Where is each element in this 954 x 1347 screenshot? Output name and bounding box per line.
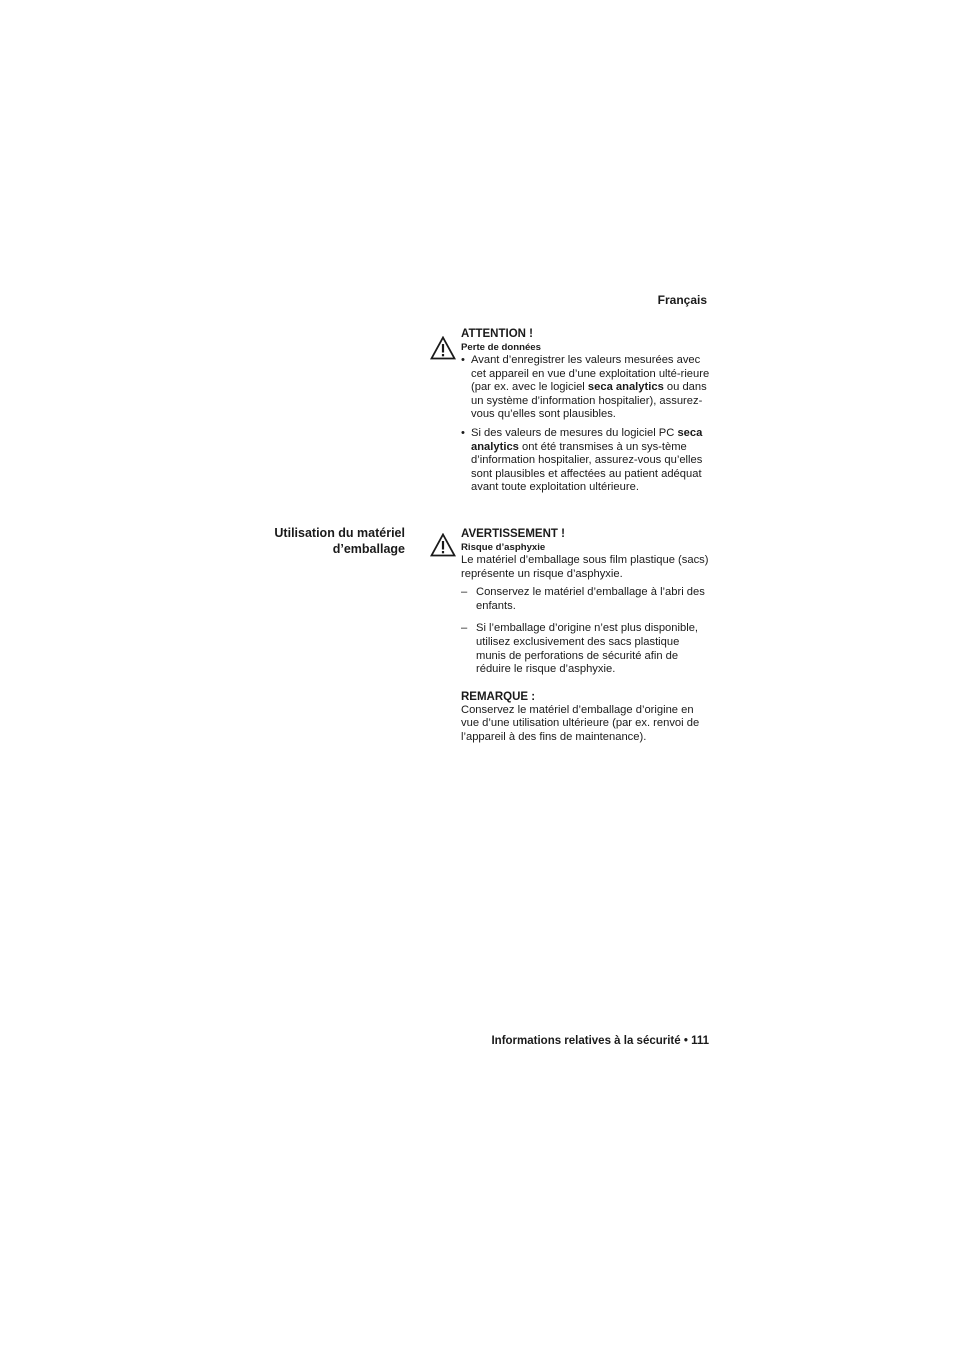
page-footer: Informations relatives à la sécurité • 111 (491, 1035, 709, 1047)
dash-item: – Conservez le matériel d’emballage à l’abri des enfants. (461, 586, 711, 613)
language-label: Français (657, 293, 707, 307)
bullet-item: • Avant d’enregistrer les valeurs mesurées avec cet appareil en vue d’une exploitation ulté-rieure (par ex. avec le logiciel seca analytics ou dans un système d’information hospitalier), assurez-vous qu’elles sont plausibles. (461, 354, 711, 422)
warning-triangle-icon (430, 336, 456, 360)
note-title: REMARQUE : (461, 690, 536, 703)
note-text: Conservez le matériel d’emballage d’origine en vue d’une utilisation ultérieure (par ex. renvoi de l’appareil à des fins de maintenance). (461, 703, 700, 743)
dash-item: – Si l’emballage d’origine n’est plus disponible, utilisez exclusivement des sacs plastique munis de perforations de sécurité afin de réduire le risque d’asphyxie. (461, 622, 711, 676)
bullet-item: • Si des valeurs de mesures du logiciel PC seca analytics ont été transmises à un sys-tème d’information hospitalier, assurez-vous qu’elles sont plausibles et affectées au patient adéquat avant toute exploitation ultérieure. (461, 427, 711, 495)
avertissement-block (461, 527, 711, 745)
section-heading: Utilisation du matériel d’emballage (274, 526, 405, 556)
product-name: seca analytics (471, 426, 703, 453)
product-name: seca analytics (587, 381, 664, 394)
warning-subtitle: Perte de données (461, 342, 541, 353)
warning-title: AVERTISSEMENT ! (461, 528, 565, 540)
warning-title: ATTENTION ! (461, 328, 533, 340)
warning-subtitle: Risque d’asphyxie (461, 542, 546, 553)
warning-intro: Le matériel d’emballage sous film plastique (sacs) représente un risque d’asphyxie. (461, 554, 709, 580)
attention-block (461, 327, 711, 500)
warning-triangle-icon (430, 533, 456, 557)
